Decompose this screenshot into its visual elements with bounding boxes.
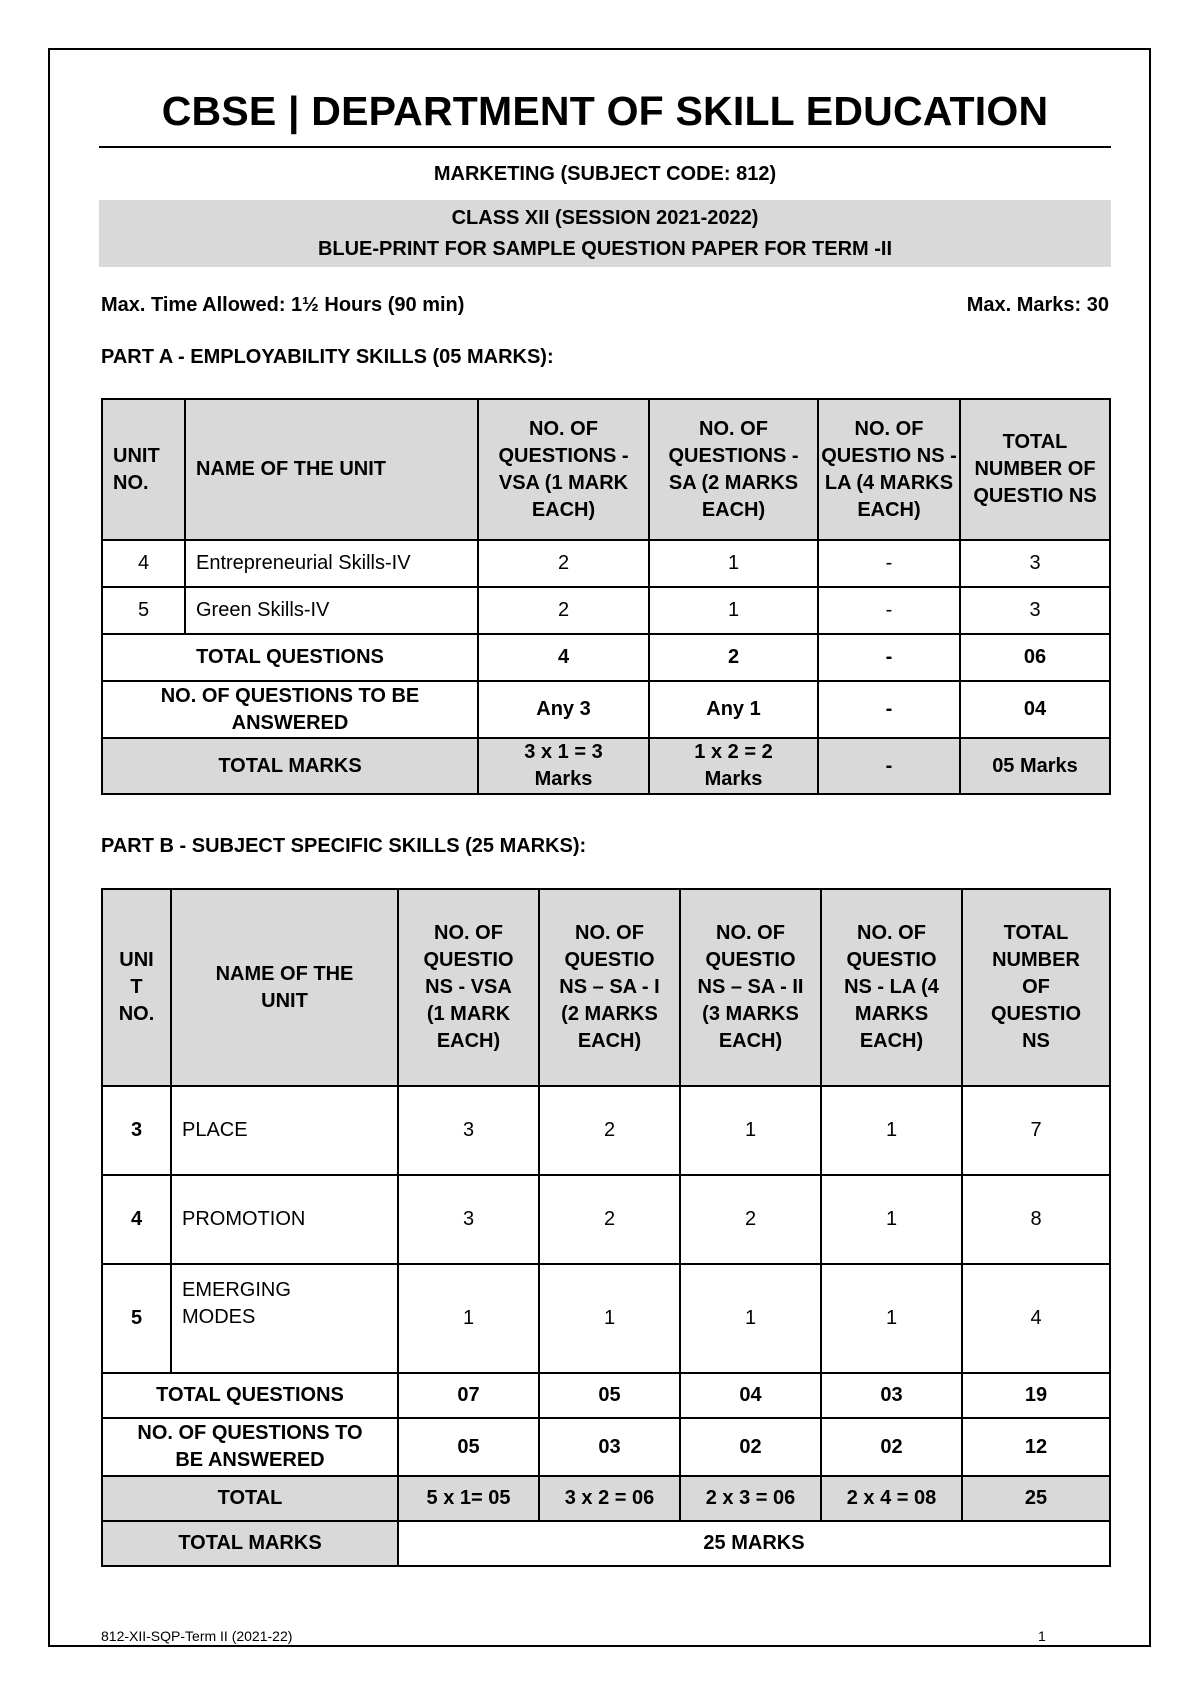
la-count: - (818, 634, 960, 681)
sa1-count: 03 (539, 1418, 680, 1476)
to-answer-label: NO. OF QUESTIONS TO BE ANSWERED (102, 1418, 398, 1476)
header-sa: NO. OF QUESTIONS - SA (2 MARKS EACH) (649, 399, 818, 540)
part-a-table (101, 398, 1111, 795)
unit-no: 4 (102, 540, 185, 587)
max-marks: Max. Marks: 30 (966, 294, 1109, 316)
page-title: CBSE | DEPARTMENT OF SKILL EDUCATION (161, 88, 1049, 134)
to-answer-row (102, 1418, 1110, 1476)
header-unit-name: NAME OF THE UNIT (171, 889, 398, 1086)
sa1-count: 05 (539, 1373, 680, 1418)
unit-name: EMERGING MODES (171, 1264, 398, 1373)
total-marks: 05 Marks (960, 738, 1110, 794)
table-row (102, 1086, 1110, 1175)
vsa-count: 3 (398, 1086, 539, 1175)
sa-count: 1 (649, 540, 818, 587)
to-answer-row (102, 681, 1110, 738)
sa1-count: 1 (539, 1264, 680, 1373)
vsa-count: 2 (478, 587, 649, 634)
blueprint-title: BLUE-PRINT FOR SAMPLE QUESTION PAPER FOR TERM -II (317, 238, 893, 260)
header-total: TOTAL NUMBER OF QUESTIO NS (960, 399, 1110, 540)
part-b-header-row (102, 889, 1110, 1086)
vsa-count: Any 3 (478, 681, 649, 738)
sa2-count: 2 (680, 1175, 821, 1264)
la-count: 1 (821, 1264, 962, 1373)
class-session-box (99, 200, 1111, 267)
sa2-count: 02 (680, 1418, 821, 1476)
vsa-count: 1 (398, 1264, 539, 1373)
header-sa-2: NO. OF QUESTIO NS – SA - II (3 MARKS EACH) (680, 889, 821, 1086)
total-marks-label: TOTAL MARKS (102, 1521, 398, 1566)
vsa-count: 4 (478, 634, 649, 681)
header-vsa: NO. OF QUESTIO NS - VSA (1 MARK EACH) (398, 889, 539, 1086)
footer-doc-code: 812-XII-SQP-Term II (2021-22) (101, 1628, 293, 1644)
max-time: Max. Time Allowed: 1½ Hours (90 min) (101, 294, 465, 316)
la-count: 02 (821, 1418, 962, 1476)
la-count: 1 (821, 1086, 962, 1175)
sa-count: 2 (649, 634, 818, 681)
sa1-marks: 3 x 2 = 06 (539, 1476, 680, 1521)
part-b-heading: PART B - SUBJECT SPECIFIC SKILLS (25 MARKS): (101, 835, 587, 857)
part-a-heading: PART A - EMPLOYABILITY SKILLS (05 MARKS): (101, 346, 554, 368)
total-marks-value: 25 MARKS (398, 1521, 1110, 1566)
header-vsa: NO. OF QUESTIONS - VSA (1 MARK EACH) (478, 399, 649, 540)
total-count: 7 (962, 1086, 1110, 1175)
sa2-count: 1 (680, 1086, 821, 1175)
header-unit-no: UNI T NO. (102, 889, 171, 1086)
total-count: 8 (962, 1175, 1110, 1264)
sa1-count: 2 (539, 1086, 680, 1175)
table-row (102, 540, 1110, 587)
sa2-marks: 2 x 3 = 06 (680, 1476, 821, 1521)
la-count: - (818, 540, 960, 587)
vsa-marks: 3 x 1 = 3 Marks (478, 738, 649, 794)
sa-marks: 1 x 2 = 2 Marks (649, 738, 818, 794)
total-count: 04 (960, 681, 1110, 738)
total-questions-row (102, 634, 1110, 681)
unit-no: 4 (102, 1175, 171, 1264)
header-unit-name: NAME OF THE UNIT (185, 399, 478, 540)
header-la: NO. OF QUESTIO NS - LA (4 MARKS EACH) (821, 889, 962, 1086)
unit-name: Green Skills-IV (185, 587, 478, 634)
table-row (102, 1175, 1110, 1264)
unit-name: PROMOTION (171, 1175, 398, 1264)
total-count: 06 (960, 634, 1110, 681)
total-marks: 25 (962, 1476, 1110, 1521)
unit-no: 3 (102, 1086, 171, 1175)
la-marks: - (818, 738, 960, 794)
sa-count: 1 (649, 587, 818, 634)
vsa-count: 3 (398, 1175, 539, 1264)
vsa-marks: 5 x 1= 05 (398, 1476, 539, 1521)
total-questions-label: TOTAL QUESTIONS (102, 634, 478, 681)
unit-name: Entrepreneurial Skills-IV (185, 540, 478, 587)
total-count: 4 (962, 1264, 1110, 1373)
total-label: TOTAL (102, 1476, 398, 1521)
total-questions-label: TOTAL QUESTIONS (102, 1373, 398, 1418)
sa2-count: 1 (680, 1264, 821, 1373)
sa1-count: 2 (539, 1175, 680, 1264)
table-row (102, 1264, 1110, 1373)
unit-name: PLACE (171, 1086, 398, 1175)
la-count: 1 (821, 1175, 962, 1264)
unit-no: 5 (102, 587, 185, 634)
part-a-header-row (102, 399, 1110, 540)
sa-count: Any 1 (649, 681, 818, 738)
total-count: 19 (962, 1373, 1110, 1418)
table-row (102, 587, 1110, 634)
exam-meta-row (101, 294, 1109, 317)
header-unit-no: UNIT NO. (102, 399, 185, 540)
vsa-count: 2 (478, 540, 649, 587)
to-answer-label: NO. OF QUESTIONS TO BE ANSWERED (102, 681, 478, 738)
part-b-table (101, 888, 1111, 1567)
class-session: CLASS XII (SESSION 2021-2022) (451, 207, 759, 229)
subject-line: MARKETING (SUBJECT CODE: 812) (433, 163, 777, 185)
header-la: NO. OF QUESTIO NS - LA (4 MARKS EACH) (818, 399, 960, 540)
la-count: - (818, 587, 960, 634)
vsa-count: 07 (398, 1373, 539, 1418)
title-divider (99, 146, 1111, 148)
total-questions-row (102, 1373, 1110, 1418)
total-row (102, 1476, 1110, 1521)
la-count: 03 (821, 1373, 962, 1418)
header-total: TOTAL NUMBER OF QUESTIO NS (962, 889, 1110, 1086)
la-count: - (818, 681, 960, 738)
sa2-count: 04 (680, 1373, 821, 1418)
header-sa-1: NO. OF QUESTIO NS – SA - I (2 MARKS EACH) (539, 889, 680, 1086)
total-marks-row (102, 738, 1110, 794)
total-count: 3 (960, 587, 1110, 634)
footer-page-number: 1 (1038, 1628, 1046, 1644)
la-marks: 2 x 4 = 08 (821, 1476, 962, 1521)
total-marks-row (102, 1521, 1110, 1566)
total-count: 3 (960, 540, 1110, 587)
vsa-count: 05 (398, 1418, 539, 1476)
total-count: 12 (962, 1418, 1110, 1476)
unit-no: 5 (102, 1264, 171, 1373)
total-marks-label: TOTAL MARKS (102, 738, 478, 794)
